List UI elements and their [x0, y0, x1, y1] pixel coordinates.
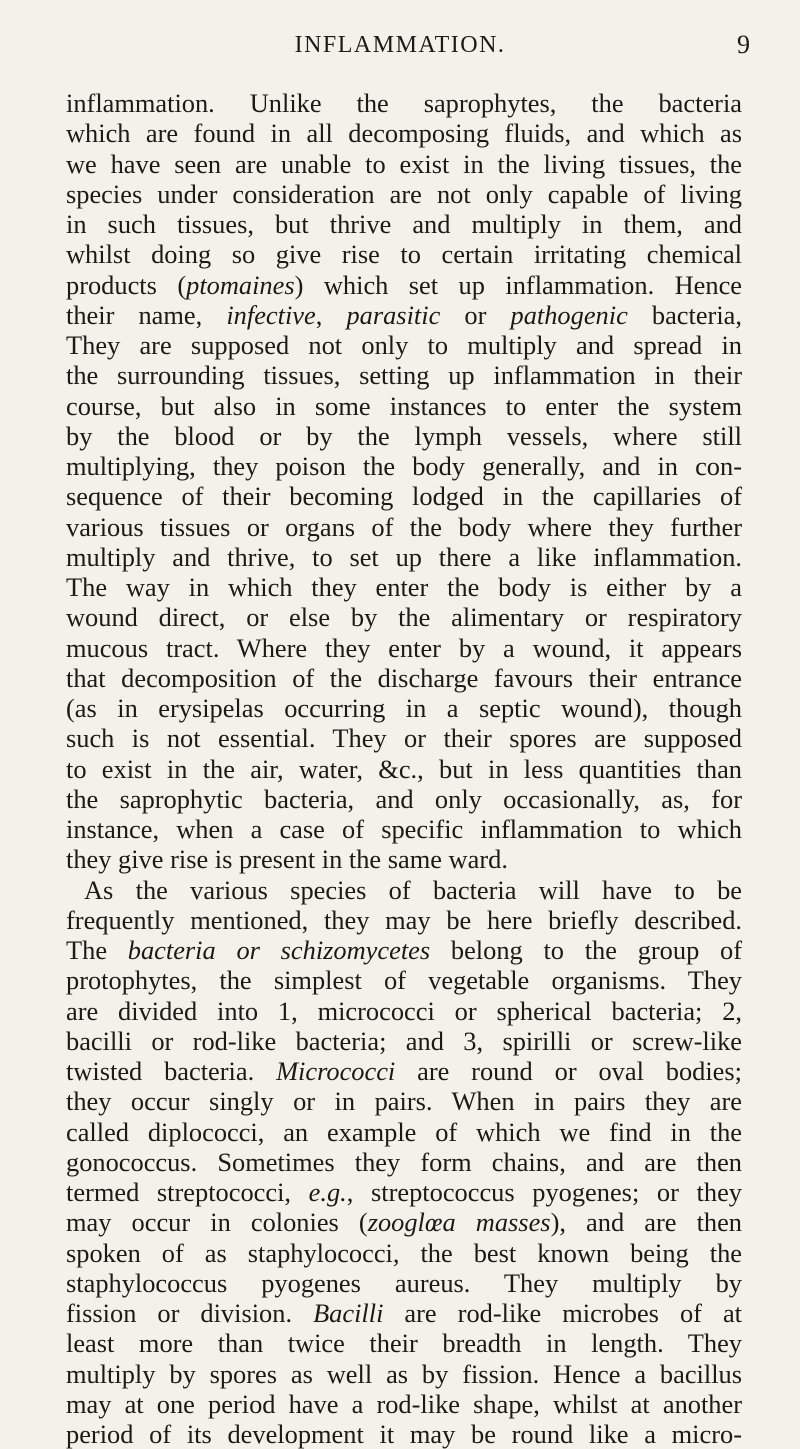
- text-segment: termed streptococci,: [66, 1177, 309, 1207]
- text-line: [66, 1177, 742, 1207]
- italic-text: zooglœa masses: [367, 1207, 551, 1238]
- text-segment: to exist in the air, water, &c., but in less quantities than: [66, 753, 742, 784]
- text-line: [66, 844, 742, 874]
- text-segment: bacilli or rod-like bacteria; and 3, spirilli or screw-like: [66, 1025, 742, 1056]
- text-line: [66, 814, 742, 844]
- text-segment: They are supposed not only to multiply and spread in: [66, 330, 742, 360]
- text-line: [66, 88, 742, 118]
- text-line: [66, 149, 742, 179]
- text-segment: multiply by spores as well as by fission. Hence a bacillus: [66, 1358, 742, 1389]
- text-line: [66, 1207, 742, 1237]
- italic-text: Micrococci: [276, 1056, 396, 1086]
- text-line: [66, 1056, 742, 1086]
- text-line: [66, 209, 742, 239]
- text-line: [66, 1238, 742, 1268]
- text-segment: species under consideration are not only capable of living: [66, 178, 742, 209]
- text-segment: they occur singly or in pairs. When in pairs they are: [66, 1086, 742, 1117]
- text-line: [66, 723, 742, 753]
- text-line: [66, 1086, 742, 1116]
- italic-text: infective: [226, 299, 316, 330]
- text-line: [66, 1268, 742, 1298]
- text-segment: spoken of as staphylococci, the best known being the: [66, 1237, 742, 1268]
- italic-text: bacteria or schizomycetes: [127, 935, 431, 965]
- text-segment: or: [440, 299, 511, 330]
- text-line: [66, 754, 742, 784]
- text-line: [66, 663, 742, 693]
- text-line: [66, 996, 742, 1026]
- text-line: [66, 118, 742, 148]
- text-line: [66, 875, 742, 905]
- text-segment: gonococcus. Sometimes they form chains, and are then: [66, 1146, 742, 1177]
- text-segment: the saprophytic bacteria, and only occasionally, as, for: [66, 783, 742, 814]
- text-line: [66, 512, 742, 542]
- text-line: [66, 481, 742, 511]
- text-segment: their name,: [66, 299, 227, 330]
- text-segment: protophytes, the simplest of vegetable organisms. They: [66, 965, 742, 996]
- text-segment: they give rise is present in the same ward.: [66, 844, 508, 875]
- text-segment: belong to the group of: [430, 935, 742, 965]
- text-segment: in such tissues, but thrive and multiply in them, and: [66, 209, 742, 239]
- text-line: [66, 1026, 742, 1056]
- body-text: [66, 88, 742, 1449]
- text-segment: sequence of their becoming lodged in the capillaries of: [66, 481, 742, 512]
- text-segment: may at one period have a rod-like shape, whilst at another: [66, 1388, 742, 1419]
- text-segment: instance, when a case of specific inflammation to which: [66, 814, 742, 844]
- text-segment: multiply and thrive, to set up there a like inflammation.: [66, 541, 742, 572]
- text-segment: (as in erysipelas occurring in a septic wound), though: [66, 693, 742, 723]
- text-segment: may occur in colonies (: [66, 1207, 368, 1238]
- text-line: [66, 693, 742, 723]
- text-line: [66, 905, 742, 935]
- text-segment: fission or division.: [66, 1298, 314, 1328]
- text-line: [66, 1359, 742, 1389]
- page-number: 9: [737, 30, 750, 59]
- text-line: [66, 542, 742, 572]
- text-segment: , streptococcus pyogenes; or they: [346, 1177, 742, 1207]
- text-line: [66, 1419, 742, 1449]
- text-line: [66, 572, 742, 602]
- running-title: INFLAMMATION.: [294, 32, 506, 58]
- text-segment: by the blood or by the lymph vessels, where still: [66, 420, 742, 451]
- text-segment: ) which set up inflammation. Hence: [294, 269, 742, 300]
- text-line: [66, 270, 742, 300]
- italic-text: Bacilli: [313, 1298, 384, 1328]
- text-line: [66, 1298, 742, 1328]
- text-line: [66, 239, 742, 269]
- text-line: [66, 1389, 742, 1419]
- text-line: [66, 300, 742, 330]
- text-segment: are divided into 1, micrococci or spherical bacteria; 2,: [66, 995, 742, 1026]
- running-head: [0, 30, 800, 70]
- text-line: [66, 633, 742, 663]
- text-line: [66, 935, 742, 965]
- text-segment: products (: [66, 269, 187, 300]
- italic-text: pathogenic: [510, 299, 628, 330]
- text-line: [66, 965, 742, 995]
- text-segment: twisted bacteria.: [66, 1056, 277, 1086]
- text-segment: such is not essential. They or their spores are supposed: [66, 723, 742, 754]
- text-segment: called diplococci, an example of which we find in the: [66, 1116, 742, 1147]
- text-line: [66, 421, 742, 451]
- text-line: [66, 391, 742, 421]
- italic-text: e.g.: [308, 1177, 347, 1207]
- text-segment: are rod-like microbes of at: [383, 1298, 743, 1328]
- text-segment: that decomposition of the discharge favours their entrance: [66, 662, 742, 693]
- text-segment: bacteria,: [627, 299, 742, 330]
- text-segment: whilst doing so give rise to certain irritating chemical: [66, 239, 742, 270]
- text-segment: period of its development it may be round like a micro-: [66, 1419, 742, 1449]
- text-segment: ), and are then: [550, 1207, 743, 1238]
- text-segment: the surrounding tissues, setting up inflammation in their: [66, 360, 742, 391]
- text-line: [66, 602, 742, 632]
- text-segment: course, but also in some instances to enter the system: [66, 390, 742, 421]
- text-segment: The: [66, 935, 128, 965]
- text-segment: mucous tract. Where they enter by a wound, it appears: [66, 632, 742, 663]
- text-line: [66, 451, 742, 481]
- text-segment: The way in which they enter the body is either by a: [66, 572, 742, 602]
- text-segment: multiplying, they poison the body generally, and in con-: [66, 451, 742, 481]
- text-segment: staphylococcus pyogenes aureus. They multiply by: [66, 1267, 742, 1298]
- text-segment: ,: [315, 299, 347, 330]
- text-segment: are round or oval bodies;: [395, 1056, 742, 1086]
- text-segment: As the various species of bacteria will have to be: [84, 874, 742, 905]
- text-line: [66, 360, 742, 390]
- text-segment: which are found in all decomposing fluids, and which as: [66, 118, 742, 149]
- text-segment: various tissues or organs of the body where they further: [66, 511, 742, 542]
- text-segment: least more than twice their breadth in length. They: [66, 1328, 742, 1359]
- italic-text: parasitic: [346, 299, 441, 330]
- text-segment: frequently mentioned, they may be here briefly described.: [66, 904, 742, 935]
- text-line: [66, 784, 742, 814]
- text-line: [66, 1117, 742, 1147]
- text-segment: wound direct, or else by the alimentary or respiratory: [66, 602, 742, 633]
- text-segment: inflammation. Unlike the saprophytes, the bacteria: [66, 88, 742, 118]
- italic-text: ptomaines: [186, 269, 295, 300]
- text-line: [66, 330, 742, 360]
- text-segment: we have seen are unable to exist in the living tissues, the: [66, 148, 742, 179]
- text-line: [66, 1147, 742, 1177]
- text-line: [66, 179, 742, 209]
